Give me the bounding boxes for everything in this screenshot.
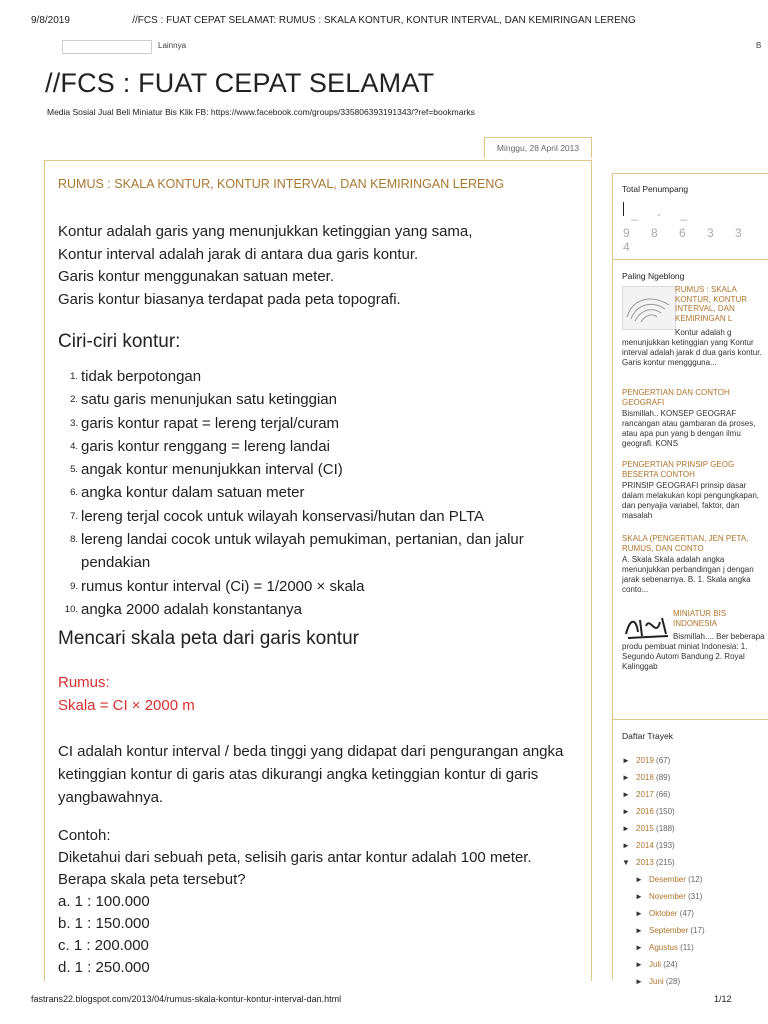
list-text: satu garis menunjukan satu ketinggian — [81, 391, 337, 409]
expand-arrow-icon[interactable]: ► — [635, 926, 643, 935]
expand-arrow-icon[interactable]: ► — [622, 773, 630, 782]
archive-title: Daftar Trayek — [622, 731, 674, 741]
archive-count: (150) — [656, 807, 675, 816]
popular-post-link[interactable]: PENGERTIAN PRINSIP GEOG BESERTA CONTOH — [622, 460, 735, 479]
archive-year[interactable] — [622, 807, 675, 816]
ci-explanation: CI adalah kontur interval / beda tinggi yang didapat dari pengurangan angka ketinggian kontur di garis atas dikurangi angka ketinggian kontur di garis yangbawahnya. — [58, 743, 564, 806]
archive-month[interactable] — [635, 892, 702, 901]
collapse-arrow-icon[interactable]: ▼ — [622, 858, 630, 867]
expand-arrow-icon[interactable]: ► — [635, 943, 643, 952]
expand-arrow-icon[interactable]: ► — [635, 977, 643, 986]
visitor-counter: 9 8 6 3 3 4 — [623, 226, 751, 254]
popular-post-snippet: A. Skala Skala adalah angka menunjukkan perbandingan j dengan jarak sebenarnya. B. 1. Skala angka conto... — [622, 555, 754, 594]
option-item: a. 1 : 100.000 — [58, 893, 150, 910]
popular-post-snippet: Bismillah.... Ber beberapa produ pembuat miniat Indonesia: 1. Segundo Autom Bandung 2. Royal Kalinggab — [622, 632, 765, 671]
search-input[interactable] — [62, 40, 152, 54]
expand-arrow-icon[interactable]: ► — [622, 824, 630, 833]
list-item — [58, 505, 578, 528]
option-item: c. 1 : 200.000 — [58, 937, 149, 954]
popular-title: Paling Ngeblong — [622, 271, 685, 281]
counter-dashes: _ - _ — [631, 207, 696, 221]
post-intro — [58, 221, 578, 311]
archive-year[interactable] — [622, 841, 675, 850]
archive-count: (31) — [688, 892, 703, 901]
archive-year[interactable] — [622, 756, 670, 765]
expand-arrow-icon[interactable]: ► — [622, 756, 630, 765]
sidebar — [612, 173, 768, 986]
archive-count: (17) — [690, 926, 705, 935]
list-text: angka 2000 adalah konstantanya — [81, 600, 303, 618]
contoh-question: Diketahui dari sebuah peta, selisih garis antar kontur adalah 100 meter. Berapa skala peta tersebut? — [58, 849, 532, 888]
archive-count: (193) — [656, 841, 675, 850]
archive-count: (89) — [656, 773, 671, 782]
expand-arrow-icon[interactable]: ► — [622, 807, 630, 816]
print-page-title: //FCS : FUAT CEPAT SELAMAT: RUMUS : SKALA KONTUR, KONTUR INTERVAL, DAN KEMIRINGAN LERENG — [132, 15, 636, 26]
print-page-number: 1/12 — [714, 994, 732, 1004]
list-number: 10. — [64, 603, 78, 615]
rumus-label: Rumus: — [58, 674, 110, 691]
archive-year-label[interactable]: 2015 — [636, 824, 654, 833]
list-number: 9. — [70, 580, 78, 592]
archive-count: (24) — [663, 960, 678, 969]
archive-month[interactable] — [635, 943, 694, 952]
archive-month[interactable] — [635, 960, 677, 969]
navbar-right-link[interactable]: B — [756, 41, 762, 50]
option-item: d. 1 : 250.000 — [58, 959, 150, 976]
archive-month-label[interactable]: Juni — [649, 977, 664, 986]
ciri-list — [58, 365, 578, 621]
archive-year[interactable] — [622, 824, 675, 833]
list-text: garis kontur rapat = lereng terjal/curam — [81, 414, 340, 432]
post-title[interactable]: RUMUS : SKALA KONTUR, KONTUR INTERVAL, DAN KEMIRINGAN LERENG — [58, 177, 505, 191]
archive-count: (28) — [665, 977, 681, 986]
rumus-formula: Skala = CI × 2000 m — [58, 697, 195, 714]
archive-count: (188) — [656, 824, 675, 833]
list-text: lereng terjal cocok untuk wilayah konservasi/hutan dan PLTA — [81, 507, 485, 525]
list-number: 2. — [70, 394, 78, 406]
list-item — [58, 458, 578, 481]
archive-month[interactable] — [635, 875, 702, 884]
post-container — [44, 160, 592, 981]
contoh-label: Contoh: — [58, 827, 111, 844]
heading-ciri-kontur: Ciri-ciri kontur: — [58, 331, 181, 352]
print-footer-url: fastrans22.blogspot.com/2013/04/rumus-skala-kontur-kontur-interval-dan.html — [31, 994, 342, 1004]
list-number: 5. — [70, 464, 78, 476]
archive-count: (47) — [679, 909, 694, 918]
archive-month-label[interactable]: November — [649, 892, 686, 901]
list-text: angak kontur menunjukkan interval (CI) — [81, 461, 343, 479]
archive-count: (66) — [656, 790, 671, 799]
list-text: angka kontur dalam satuan meter — [81, 484, 305, 502]
blog-title[interactable]: //FCS : FUAT CEPAT SELAMAT — [45, 68, 435, 98]
more-link[interactable]: Lainnya — [158, 41, 187, 50]
archive-month[interactable] — [635, 909, 694, 918]
archive-month-label[interactable]: Desember — [649, 875, 686, 884]
archive-month[interactable] — [635, 926, 705, 935]
popular-post-snippet: PRINSIP GEOGRAFI prinsip dasar dalam melakukan kopi pengungkapan, dan penyajia variabel, faktor, dan masalah — [622, 481, 759, 520]
expand-arrow-icon[interactable]: ► — [635, 892, 643, 901]
list-text: lereng landai cocok untuk wilayah pemukiman, pertanian, dan jalur pendakian — [81, 531, 524, 572]
list-item — [58, 575, 578, 598]
counter-title: Total Penumpang — [622, 184, 689, 194]
list-item — [58, 528, 578, 575]
archive-month[interactable] — [635, 977, 680, 986]
post-date: Minggu, 28 April 2013 — [484, 137, 592, 158]
popular-posts-widget — [613, 259, 768, 718]
expand-arrow-icon[interactable]: ► — [622, 841, 630, 850]
contoh-block — [58, 825, 578, 979]
popular-post-link[interactable]: PENGERTIAN DAN CONTOH GEOGRAFI — [622, 388, 730, 407]
archive-year[interactable] — [622, 858, 675, 867]
popular-post-link[interactable]: SKALA (PENGERTIAN, JEN PETA, RUMUS, DAN CONTO — [622, 534, 749, 553]
list-number: 1. — [70, 371, 78, 382]
list-number: 4. — [70, 440, 78, 452]
archive-widget — [613, 719, 768, 986]
list-item — [58, 412, 578, 435]
intro-line: Kontur adalah garis yang menunjukkan ketinggian yang sama, — [58, 223, 473, 240]
list-item — [58, 481, 578, 504]
list-item — [58, 435, 578, 458]
expand-arrow-icon[interactable]: ► — [622, 790, 630, 799]
archive-year[interactable] — [622, 790, 670, 799]
archive-month-label[interactable]: Oktober — [649, 909, 678, 918]
archive-year-label[interactable]: 2016 — [636, 807, 654, 816]
popular-post-snippet: Bismillah.. KONSEP GEOGRAF rancangan atau gambaran da proses, atau apa pun yang b dengan ilmu geografi. KONS — [622, 409, 756, 448]
intro-line: Garis kontur biasanya terdapat pada peta topografi. — [58, 290, 401, 308]
expand-arrow-icon[interactable]: ► — [635, 909, 643, 918]
archive-count: (67) — [656, 756, 671, 765]
archive-month-label[interactable]: September — [649, 926, 689, 935]
intro-line: Kontur interval adalah jarak di antara dua garis kontur. — [58, 245, 419, 263]
list-number: 6. — [70, 487, 78, 499]
popular-post-link[interactable]: MINIATUR BIS INDONESIA — [673, 609, 727, 628]
expand-arrow-icon[interactable]: ► — [635, 875, 643, 884]
list-text: rumus kontur interval (Ci) = 1/2000 × skala — [81, 577, 365, 595]
list-item — [58, 365, 578, 388]
list-item — [58, 598, 578, 621]
list-item — [58, 388, 578, 411]
expand-arrow-icon[interactable]: ► — [635, 960, 643, 969]
archive-year-label[interactable]: 2019 — [636, 756, 654, 765]
archive-count: (215) — [656, 858, 675, 867]
popular-post-link[interactable]: RUMUS : SKALA KONTUR, KONTUR INTERVAL, DAN KEMIRINGAN L — [675, 285, 747, 323]
popular-post-snippet: Kontur adalah g menunjukkan ketinggian yang Kontur interval adalah jarak d dua garis kontur. Garis kontur menggguna... — [622, 328, 762, 367]
list-text: garis kontur renggang = lereng landai — [81, 437, 330, 455]
blog-description: Media Sosial Jual Beli Miniatur Bis Klik FB: https://www.facebook.com/groups/335806393191343/?ref=bookmarks — [47, 107, 475, 117]
archive-year-label[interactable]: 2018 — [636, 773, 654, 782]
print-date: 9/8/2019 — [31, 15, 70, 26]
option-item: b. 1 : 150.000 — [58, 915, 150, 932]
intro-line: Garis kontur menggunakan satuan meter. — [58, 268, 334, 285]
archive-year-label[interactable]: 2014 — [636, 841, 654, 850]
list-number: 8. — [70, 534, 78, 546]
archive-month-label[interactable]: Agustus — [649, 943, 678, 952]
archive-count: (12) — [688, 875, 703, 884]
counter-cursor — [623, 202, 624, 216]
list-text: tidak berpotongan — [81, 368, 202, 385]
list-number: 3. — [70, 417, 78, 429]
archive-year-label[interactable]: 2017 — [636, 790, 654, 799]
archive-year[interactable] — [622, 773, 670, 782]
archive-year-label[interactable]: 2013 — [636, 858, 654, 867]
contour-map-icon — [623, 287, 675, 329]
counter-widget — [613, 173, 768, 254]
list-number: 7. — [70, 510, 78, 522]
archive-count: (11) — [680, 943, 694, 952]
contour-map-thumbnail[interactable] — [622, 286, 676, 330]
archive-month-label[interactable]: Juli — [649, 960, 662, 969]
heading-mencari-skala: Mencari skala peta dari garis kontur — [58, 628, 359, 649]
